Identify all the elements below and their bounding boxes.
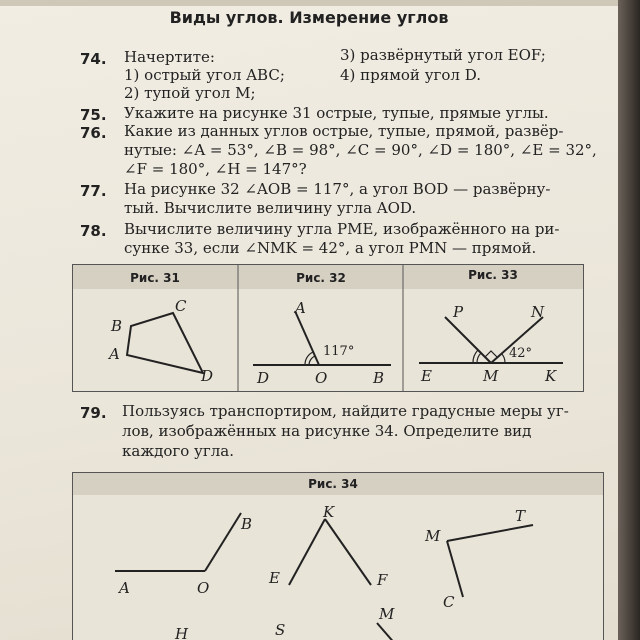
- fig32-label-d: D: [257, 369, 270, 387]
- figures-31-33-panel: [72, 264, 584, 392]
- figure-34-svg: [73, 473, 603, 640]
- fig34-ray-kf: [325, 519, 371, 585]
- fig34-ray-ke: [289, 519, 325, 585]
- problem-text: нутые: ∠A = 53°, ∠B = 98°, ∠C = 90°, ∠D = 180°, ∠E = 32°,: [124, 141, 597, 159]
- problem-text: Начертите:: [124, 48, 215, 66]
- page-title: Виды углов. Измерение углов: [169, 8, 449, 27]
- fig31-label-c: C: [175, 297, 187, 315]
- fig32-label-o: O: [315, 369, 328, 387]
- fig33-label-m: M: [483, 367, 499, 385]
- fig33-label-n: N: [531, 303, 545, 321]
- top-strip: [0, 0, 618, 6]
- problem-number: 74.: [80, 50, 107, 68]
- problem-text: 1) острый угол ABC;: [124, 66, 285, 84]
- problem-text: каждого угла.: [122, 442, 234, 460]
- fig34-label-b: B: [241, 515, 253, 533]
- problem-text: 3) развёрнутый угол EOF;: [340, 46, 546, 64]
- figures-31-33-svg: [73, 265, 583, 391]
- fig34-label-e: E: [269, 569, 280, 587]
- fig33-right-angle-mark: [485, 351, 497, 357]
- fig34-label-f: F: [377, 571, 388, 589]
- fig34-label-m2: M: [379, 605, 395, 623]
- fig33-caption: Рис. 33: [468, 268, 518, 282]
- fig34-ray-mt: [447, 525, 533, 541]
- fig34-ray-ob: [205, 513, 241, 571]
- problem-text: Пользуясь транспортиром, найдите градусные меры уг-: [122, 402, 569, 420]
- fig34-label-o: O: [197, 579, 210, 597]
- problem-text: 2) тупой угол M;: [124, 84, 256, 102]
- fig32-arc: [309, 356, 315, 365]
- fig31-caption: Рис. 31: [130, 271, 180, 285]
- fig31-label-a: A: [109, 345, 120, 363]
- problem-text: ∠F = 180°, ∠H = 147°?: [124, 160, 307, 178]
- figure-34-panel: [72, 472, 604, 640]
- fig33-angle: 42°: [509, 346, 533, 361]
- fig33-arc: [477, 353, 481, 363]
- fig32-caption: Рис. 32: [296, 271, 346, 285]
- page-edge-shadow: [618, 0, 640, 640]
- problem-number: 76.: [80, 124, 107, 142]
- problem-text: тый. Вычислите величину угла AOD.: [124, 199, 417, 217]
- problem-text: На рисунке 32 ∠AOB = 117°, а угол BOD — развёрну-: [124, 180, 551, 198]
- fig34-label-a: A: [119, 579, 130, 597]
- fig34-partial-ray: [377, 623, 403, 640]
- fig32-angle: 117°: [323, 344, 355, 359]
- problem-text: Укажите на рисунке 31 острые, тупые, прямые углы.: [124, 104, 549, 122]
- fig34-label-c: C: [443, 593, 455, 611]
- problem-text: 4) прямой угол D.: [340, 66, 481, 84]
- fig34-label-m: M: [425, 527, 441, 545]
- fig33-label-k: K: [545, 367, 557, 385]
- fig33-label-p: P: [453, 303, 464, 321]
- fig34-label-k: K: [323, 503, 335, 521]
- problem-text: лов, изображённых на рисунке 34. Определите вид: [122, 422, 532, 440]
- fig34-caption: Рис. 34: [308, 477, 358, 491]
- fig33-arc: [501, 353, 505, 363]
- problem-number: 79.: [80, 404, 107, 422]
- fig31-label-d: D: [201, 367, 214, 385]
- problem-number: 77.: [80, 182, 107, 200]
- fig34-label-s: S: [275, 621, 286, 639]
- problem-text: Какие из данных углов острые, тупые, прямой, развёр-: [124, 122, 564, 140]
- fig34-label-t: T: [515, 507, 526, 525]
- fig33-label-e: E: [421, 367, 432, 385]
- fig31-quadrilateral: [127, 313, 203, 373]
- problem-number: 75.: [80, 106, 107, 124]
- problem-number: 78.: [80, 222, 107, 240]
- fig32-label-a: A: [295, 299, 306, 317]
- fig32-label-b: B: [373, 369, 385, 387]
- problem-text: сунке 33, если ∠NMK = 42°, а угол PMN — прямой.: [124, 239, 537, 257]
- fig34-label-h: H: [175, 625, 189, 640]
- fig31-label-b: B: [111, 317, 123, 335]
- problem-text: Вычислите величину угла PME, изображённого на ри-: [124, 220, 560, 238]
- fig33-ray-mp: [445, 317, 491, 363]
- fig34-ray-mc: [447, 541, 463, 597]
